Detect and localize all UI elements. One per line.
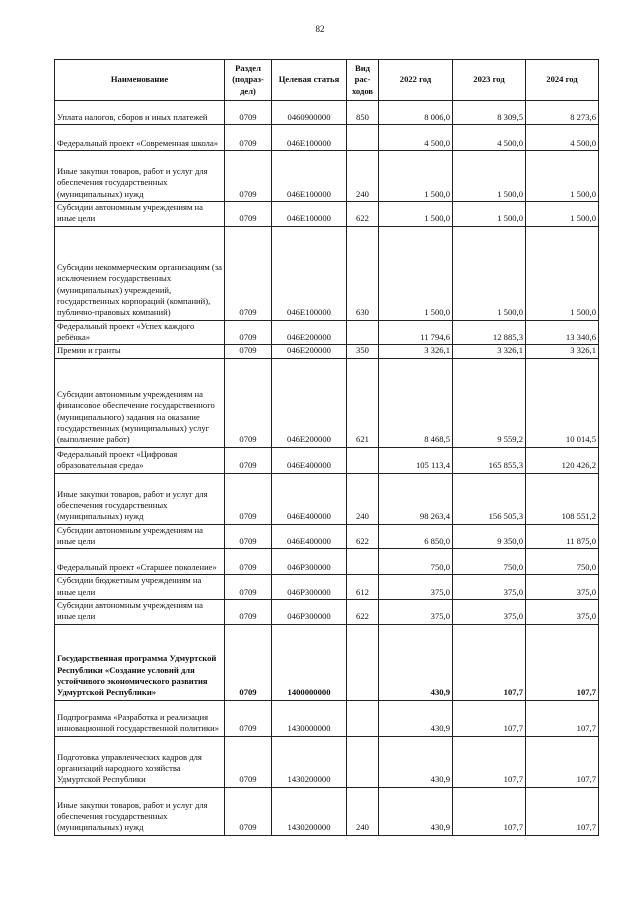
- header-2022: 2022 год: [379, 60, 453, 101]
- row-value-2024: 4 500,0: [526, 125, 599, 151]
- row-name: Подпрограмма «Разработка и реализация инновационной государственной политики»: [55, 700, 225, 736]
- row-name: Федеральный проект «Цифровая образовательная среда»: [55, 447, 225, 473]
- row-value-2024: 13 340,6: [526, 320, 599, 345]
- row-name: Государственная программа Удмуртской Республики «Создание условий для устойчивого экономического развития Удмуртской Республики»: [55, 624, 225, 700]
- row-value-2022: 3 326,1: [379, 345, 453, 358]
- table-row: [55, 624, 599, 700]
- row-value-2022: 430,9: [379, 624, 453, 700]
- header-2024: 2024 год: [526, 60, 599, 101]
- row-target: 046E200000: [272, 358, 347, 447]
- table-row: [55, 736, 599, 787]
- row-target: 1430200000: [272, 736, 347, 787]
- row-section: 0709: [225, 125, 272, 151]
- row-value-2022: 1 500,0: [379, 151, 453, 202]
- row-name: Субсидии автономным учреждениям на иные цели: [55, 524, 225, 549]
- row-name: Федеральный проект «Современная школа»: [55, 125, 225, 151]
- row-kind: 612: [347, 575, 379, 600]
- row-section: 0709: [225, 700, 272, 736]
- row-section: 0709: [225, 787, 272, 835]
- row-value-2024: 107,7: [526, 736, 599, 787]
- table-row: [55, 700, 599, 736]
- table-row: [55, 345, 599, 358]
- row-kind: [347, 700, 379, 736]
- row-value-2022: 8 006,0: [379, 101, 453, 125]
- table-row: [55, 549, 599, 575]
- row-kind: [347, 736, 379, 787]
- row-target: 046E100000: [272, 125, 347, 151]
- row-value-2022: 1 500,0: [379, 202, 453, 227]
- row-value-2024: 8 273,6: [526, 101, 599, 125]
- row-value-2023: 3 326,1: [453, 345, 526, 358]
- row-kind: [347, 320, 379, 345]
- row-section: 0709: [225, 600, 272, 625]
- row-kind: 240: [347, 473, 379, 524]
- row-value-2022: 430,9: [379, 700, 453, 736]
- row-kind: [347, 125, 379, 151]
- row-value-2023: 1 500,0: [453, 202, 526, 227]
- header-target: Целевая статья: [272, 60, 347, 101]
- row-value-2022: 4 500,0: [379, 125, 453, 151]
- row-value-2022: 98 263,4: [379, 473, 453, 524]
- row-target: 0460900000: [272, 101, 347, 125]
- row-kind: 850: [347, 101, 379, 125]
- row-value-2024: 107,7: [526, 624, 599, 700]
- row-section: 0709: [225, 320, 272, 345]
- row-value-2022: 11 794,6: [379, 320, 453, 345]
- table-row: [55, 320, 599, 345]
- row-value-2022: 750,0: [379, 549, 453, 575]
- table-row: [55, 101, 599, 125]
- row-value-2023: 12 885,3: [453, 320, 526, 345]
- row-value-2023: 107,7: [453, 787, 526, 835]
- row-section: 0709: [225, 575, 272, 600]
- row-kind: [347, 549, 379, 575]
- row-name: Субсидии некоммерческим организациям (за исключением государственных (муниципальных) учреждений, государственных корпораций (компаний), публично-правовых компаний): [55, 226, 225, 320]
- row-value-2022: 430,9: [379, 787, 453, 835]
- row-target: 046E400000: [272, 473, 347, 524]
- row-value-2023: 8 309,5: [453, 101, 526, 125]
- row-kind: 621: [347, 358, 379, 447]
- table-header-row: [55, 60, 599, 101]
- table-row: [55, 447, 599, 473]
- row-name: Федеральный проект «Старшее поколение»: [55, 549, 225, 575]
- row-kind: 240: [347, 151, 379, 202]
- row-section: 0709: [225, 473, 272, 524]
- table-row: [55, 600, 599, 625]
- row-target: 046E100000: [272, 151, 347, 202]
- row-value-2022: 8 468,5: [379, 358, 453, 447]
- row-value-2024: 375,0: [526, 575, 599, 600]
- row-section: 0709: [225, 151, 272, 202]
- row-value-2024: 750,0: [526, 549, 599, 575]
- budget-table: [54, 59, 599, 836]
- table-row: [55, 524, 599, 549]
- row-name: Федеральный проект «Успех каждого ребёнка»: [55, 320, 225, 345]
- row-value-2024: 107,7: [526, 700, 599, 736]
- row-value-2024: 107,7: [526, 787, 599, 835]
- row-value-2022: 430,9: [379, 736, 453, 787]
- row-section: 0709: [225, 345, 272, 358]
- row-value-2024: 1 500,0: [526, 151, 599, 202]
- row-kind: 622: [347, 600, 379, 625]
- row-name: Субсидии автономным учреждениям на финансовое обеспечение государственного (муниципального) задания на оказание государственных (муниципальных) услуг (выполнение работ): [55, 358, 225, 447]
- row-name: Субсидии автономным учреждениям на иные цели: [55, 202, 225, 227]
- row-name: Иные закупки товаров, работ и услуг для обеспечения государственных (муниципальных) нужд: [55, 787, 225, 835]
- row-section: 0709: [225, 624, 272, 700]
- row-kind: [347, 447, 379, 473]
- row-value-2023: 107,7: [453, 700, 526, 736]
- row-kind: 240: [347, 787, 379, 835]
- page-number: 82: [315, 24, 325, 34]
- row-value-2024: 108 551,2: [526, 473, 599, 524]
- row-value-2023: 107,7: [453, 624, 526, 700]
- table-row: [55, 575, 599, 600]
- row-name: Премии и гранты: [55, 345, 225, 358]
- row-value-2022: 6 850,0: [379, 524, 453, 549]
- row-name: Иные закупки товаров, работ и услуг для обеспечения государственных (муниципальных) нужд: [55, 473, 225, 524]
- row-name: Иные закупки товаров, работ и услуг для обеспечения государственных (муниципальных) нужд: [55, 151, 225, 202]
- row-target: 1430200000: [272, 787, 347, 835]
- header-kind: Вид рас- ходов: [347, 60, 379, 101]
- header-2023: 2023 год: [453, 60, 526, 101]
- row-value-2023: 156 505,3: [453, 473, 526, 524]
- row-value-2024: 3 326,1: [526, 345, 599, 358]
- row-target: 1400000000: [272, 624, 347, 700]
- row-target: 046E400000: [272, 524, 347, 549]
- table-row: [55, 473, 599, 524]
- row-value-2024: 375,0: [526, 600, 599, 625]
- row-value-2023: 107,7: [453, 736, 526, 787]
- row-target: 046P300000: [272, 549, 347, 575]
- row-section: 0709: [225, 736, 272, 787]
- row-value-2023: 9 559,2: [453, 358, 526, 447]
- row-target: 046E100000: [272, 226, 347, 320]
- row-name: Субсидии автономным учреждениям на иные цели: [55, 600, 225, 625]
- row-section: 0709: [225, 524, 272, 549]
- row-kind: 350: [347, 345, 379, 358]
- row-kind: 630: [347, 226, 379, 320]
- table-row: [55, 151, 599, 202]
- row-name: Подготовка управленческих кадров для организаций народного хозяйства Удмуртской Республики: [55, 736, 225, 787]
- row-section: 0709: [225, 549, 272, 575]
- row-value-2023: 375,0: [453, 575, 526, 600]
- table-row: [55, 787, 599, 835]
- row-value-2022: 375,0: [379, 575, 453, 600]
- table-row: [55, 125, 599, 151]
- row-section: 0709: [225, 447, 272, 473]
- table-row: [55, 358, 599, 447]
- row-name: Уплата налогов, сборов и иных платежей: [55, 101, 225, 125]
- row-value-2024: 1 500,0: [526, 226, 599, 320]
- row-section: 0709: [225, 226, 272, 320]
- row-kind: [347, 624, 379, 700]
- table-row: [55, 226, 599, 320]
- row-value-2022: 375,0: [379, 600, 453, 625]
- row-value-2024: 10 014,5: [526, 358, 599, 447]
- table-row: [55, 202, 599, 227]
- row-value-2023: 750,0: [453, 549, 526, 575]
- row-value-2023: 9 350,0: [453, 524, 526, 549]
- row-section: 0709: [225, 202, 272, 227]
- row-value-2022: 1 500,0: [379, 226, 453, 320]
- row-target: 046E200000: [272, 320, 347, 345]
- row-target: 046P300000: [272, 600, 347, 625]
- row-value-2022: 105 113,4: [379, 447, 453, 473]
- row-value-2024: 120 426,2: [526, 447, 599, 473]
- row-kind: 622: [347, 202, 379, 227]
- row-kind: 622: [347, 524, 379, 549]
- row-target: 1430000000: [272, 700, 347, 736]
- row-target: 046E200000: [272, 345, 347, 358]
- row-target: 046E100000: [272, 202, 347, 227]
- row-section: 0709: [225, 101, 272, 125]
- row-value-2023: 165 855,3: [453, 447, 526, 473]
- row-target: 046P300000: [272, 575, 347, 600]
- row-target: 046E400000: [272, 447, 347, 473]
- row-value-2023: 375,0: [453, 600, 526, 625]
- row-value-2023: 1 500,0: [453, 226, 526, 320]
- header-name: Наименование: [55, 60, 225, 101]
- row-value-2024: 11 875,0: [526, 524, 599, 549]
- row-name: Субсидии бюджетным учреждениям на иные цели: [55, 575, 225, 600]
- row-section: 0709: [225, 358, 272, 447]
- row-value-2023: 4 500,0: [453, 125, 526, 151]
- row-value-2023: 1 500,0: [453, 151, 526, 202]
- row-value-2024: 1 500,0: [526, 202, 599, 227]
- header-section: Раздел (подраз- дел): [225, 60, 272, 101]
